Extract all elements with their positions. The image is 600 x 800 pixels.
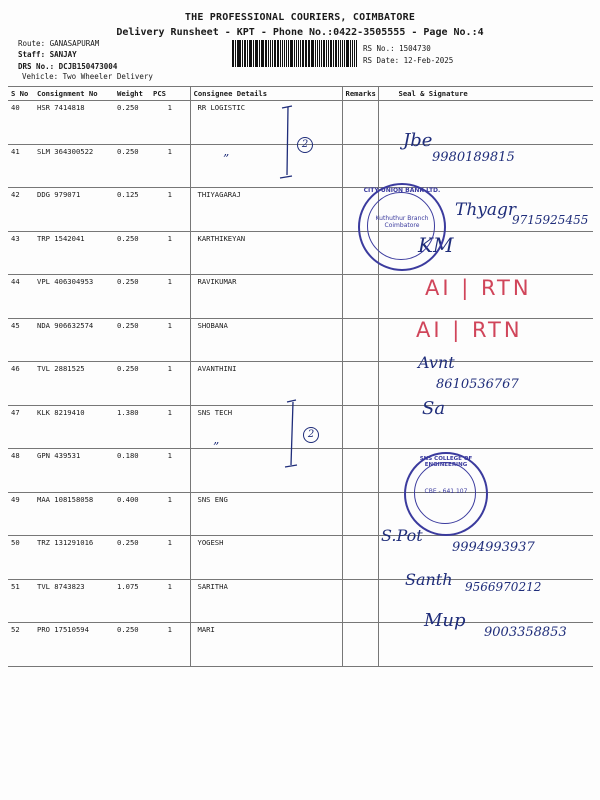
college-seal-inner: CBE - 641 107 (424, 488, 468, 495)
circled-count: 2 (297, 137, 313, 153)
cell-weight: 0.250 (114, 231, 150, 275)
cell-consignment-no: SLM 364300522 (34, 144, 114, 188)
signature-52: Mup (424, 610, 466, 631)
cell-consignment-no: TVL 2881525 (34, 362, 114, 406)
bank-seal-inner: Kuthuthur Branch Coimbatore (375, 215, 429, 229)
cell-weight: 0.400 (114, 492, 150, 536)
cell-weight: 1.380 (114, 405, 150, 449)
cell-consignment-no: HSR 7414818 (34, 101, 114, 145)
cell-weight: 0.250 (114, 362, 150, 406)
cell-pcs: 1 (150, 449, 190, 493)
phone-50: 9994993937 (452, 540, 535, 555)
cell-sno: 41 (8, 144, 34, 188)
cell-weight: 0.250 (114, 623, 150, 667)
col-pcs: PCS (150, 87, 190, 101)
cell-weight: 0.250 (114, 144, 150, 188)
cell-sno: 45 (8, 318, 34, 362)
cell-weight: 1.075 (114, 579, 150, 623)
cell-weight: 0.250 (114, 318, 150, 362)
signature-46: Avnt (418, 353, 455, 372)
cell-pcs: 1 (150, 623, 190, 667)
cell-sno: 43 (8, 231, 34, 275)
cell-consignee: SHOBANA (190, 318, 342, 362)
cell-pcs: 1 (150, 188, 190, 232)
col-remarks: Remarks (342, 87, 378, 101)
cell-consignee: THIYAGARAJ (190, 188, 342, 232)
drs-number: DRS No.: DCJB150473004 (18, 62, 118, 71)
cell-pcs: 1 (150, 579, 190, 623)
cell-pcs: 1 (150, 318, 190, 362)
cell-sno: 49 (8, 492, 34, 536)
cell-consignee: SARITHA (190, 579, 342, 623)
signature-50: S.Pot (381, 526, 423, 545)
remark-ai-rtn: AI | RTN (425, 276, 532, 300)
phone-46: 8610536767 (436, 377, 519, 392)
cell-pcs: 1 (150, 405, 190, 449)
cell-consignee: SNS TECH (190, 405, 342, 449)
signature-43: Thyagr (455, 200, 517, 220)
cell-weight: 0.250 (114, 101, 150, 145)
cell-consignment-no: TRP 1542041 (34, 231, 114, 275)
vehicle-label: Vehicle: Two Wheeler Delivery (22, 72, 153, 81)
cell-consignment-no: NDA 906632574 (34, 318, 114, 362)
cell-consignment-no: DDG 979071 (34, 188, 114, 232)
cell-consignment-no: PRO 17510594 (34, 623, 114, 667)
cell-consignee: MARI (190, 623, 342, 667)
cell-consignment-no: TRZ 131291016 (34, 536, 114, 580)
rs-number: RS No.: 1504730 (363, 44, 431, 53)
phone-43: 9715925455 (512, 213, 589, 227)
phone-52: 9003358853 (484, 625, 567, 640)
cell-pcs: 1 (150, 536, 190, 580)
signature-41: Jbe (403, 130, 433, 151)
phone-51: 9566970212 (465, 580, 542, 594)
col-sno: S No (8, 87, 34, 101)
cell-sno: 47 (8, 405, 34, 449)
col-consignee: Consignee Details (190, 87, 342, 101)
cell-sno: 46 (8, 362, 34, 406)
cell-consignment-no: GPN 439531 (34, 449, 114, 493)
cell-sno: 50 (8, 536, 34, 580)
cell-pcs: 1 (150, 144, 190, 188)
cell-weight: 0.180 (114, 449, 150, 493)
cell-sno: 48 (8, 449, 34, 493)
cell-consignment-no: KLK 8219410 (34, 405, 114, 449)
cell-consignee: AVANTHINI (190, 362, 342, 406)
signature-47: Sa (422, 398, 446, 419)
cell-consignee: KARTHIKEYAN (190, 231, 342, 275)
cell-weight: 0.125 (114, 188, 150, 232)
col-consignment: Consignment No (34, 87, 114, 101)
cell-sno: 44 (8, 275, 34, 319)
cell-sno: 51 (8, 579, 34, 623)
cell-pcs: 1 (150, 275, 190, 319)
cell-sno: 42 (8, 188, 34, 232)
cell-weight: 0.250 (114, 275, 150, 319)
cell-pcs: 1 (150, 231, 190, 275)
cell-consignee: RR LOGISTIC (190, 101, 342, 145)
signature-43b: KM (418, 233, 454, 257)
cell-sno: 52 (8, 623, 34, 667)
runsheet-title: Delivery Runsheet - KPT - Phone No.:0422-3505555 - Page No.:4 (116, 27, 484, 38)
college-seal-text: SNS COLLEGE OF ENGINEERING (419, 456, 473, 468)
company-title: THE PROFESSIONAL COURIERS, COIMBATORE (184, 12, 416, 23)
cell-pcs: 1 (150, 492, 190, 536)
ditto-mark: ” (223, 152, 230, 166)
rs-date: RS Date: 12-Feb-2025 (363, 56, 454, 65)
ditto-mark: ” (213, 440, 220, 454)
signature-51: Santh (405, 570, 453, 589)
phone-41: 9980189815 (432, 150, 515, 165)
cell-consignee: YOGESH (190, 536, 342, 580)
cell-consignment-no: VPL 406304953 (34, 275, 114, 319)
cell-pcs: 1 (150, 362, 190, 406)
staff-label: Staff: SANJAY (18, 50, 77, 59)
cell-consignee: RAVIKUMAR (190, 275, 342, 319)
circled-count: 2 (303, 427, 319, 443)
route-label: Route: GANASAPURAM (18, 39, 100, 48)
cell-consignment-no: MAA 108158058 (34, 492, 114, 536)
bank-seal-text: CITY UNION BANK LTD. (363, 187, 441, 194)
col-seal-signature: Seal & Signature (378, 87, 593, 101)
cell-sno: 40 (8, 101, 34, 145)
col-weight: Weight (114, 87, 150, 101)
cell-consignee: SNS ENG (190, 492, 342, 536)
cell-consignment-no: TVL 8743823 (34, 579, 114, 623)
cell-weight: 0.250 (114, 536, 150, 580)
remark-ai-rtn: AI | RTN (416, 318, 523, 342)
cell-pcs: 1 (150, 101, 190, 145)
